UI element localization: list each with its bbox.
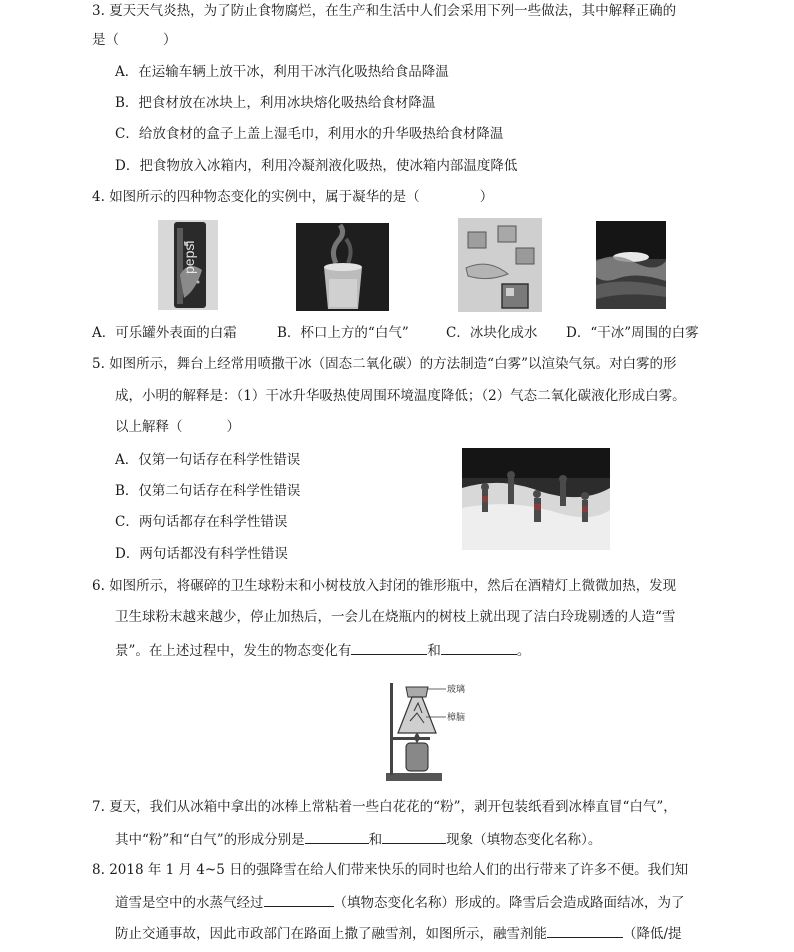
q8-number: 8. bbox=[92, 862, 105, 878]
q6-blank-2[interactable] bbox=[441, 640, 517, 655]
q3-number: 3. bbox=[92, 3, 105, 19]
q8-line3: 防止交通事故，因此市政部门在路面上撒了融雪剂，如图所示，融雪剂能 （降低/提 bbox=[115, 923, 682, 943]
q8-blank-1[interactable] bbox=[264, 892, 334, 907]
q8-line1: 8. 2018 年 1 月 4~5 日的强降雪在给人们带来快乐的同时也给人们的出行带来了许多不便。我们知 bbox=[92, 862, 689, 878]
label-twig: 樟脑 bbox=[447, 713, 466, 723]
q3-option-b: B．把食材放在冰块上，利用冰块熔化吸热给食材降温 bbox=[115, 95, 436, 111]
q6-line1: 6. 如图所示，将碾碎的卫生球粉末和小树枝放入封闭的锥形瓶中，然后在酒精灯上微微加热，发现 bbox=[92, 578, 677, 594]
q5-option-c: C．两句话都存在科学性错误 bbox=[115, 514, 288, 530]
q4-option-b: B．杯口上方的“白气” bbox=[277, 325, 409, 341]
q6-number: 6. bbox=[92, 578, 105, 594]
q8-blank-2[interactable] bbox=[547, 923, 623, 938]
can-logo-text: pepsi bbox=[181, 240, 197, 274]
q5-option-d: D．两句话都没有科学性错误 bbox=[115, 546, 288, 562]
q7-number: 7. bbox=[92, 799, 105, 815]
photo-dry-ice-fog bbox=[596, 221, 666, 309]
q8-line2: 道雪是空中的水蒸气经过 （填物态变化名称）形成的。降雪后会造成路面结冰，为了 bbox=[115, 892, 685, 912]
q3-line2: 是（ ） bbox=[92, 32, 177, 48]
diagram-flask-apparatus bbox=[366, 677, 476, 785]
photo-ice-melting bbox=[458, 218, 542, 312]
q4-number: 4. bbox=[92, 189, 105, 205]
q3-stem: 夏天天气炎热，为了防止食物腐烂，在生产和生活中人们会采用下列一些做法，其中解释正确的 bbox=[109, 3, 677, 19]
q5-option-a: A．仅第一句话存在科学性错误 bbox=[115, 452, 301, 468]
q4-stem-line: 4. 如图所示的四种物态变化的实例中，属于凝华的是（ ） bbox=[92, 189, 494, 205]
q6-line2: 卫生球粉末越来越少，停止加热后，一会儿在烧瓶内的树枝上就出现了洁白玲珑剔透的人造“雪 bbox=[115, 609, 676, 625]
q7-blank-2[interactable] bbox=[382, 829, 446, 844]
q3-line1 bbox=[92, 2, 676, 20]
q5-number: 5. bbox=[92, 356, 105, 372]
q4-option-c: C．冰块化成水 bbox=[446, 325, 538, 341]
q3-option-d: D．把食物放入冰箱内，利用冷凝剂液化吸热，使冰箱内部温度降低 bbox=[115, 158, 518, 174]
q3-option-c: C．给放食材的盒子上盖上湿毛巾，利用水的升华吸热给食材降温 bbox=[115, 126, 504, 142]
q4-option-a: A．可乐罐外表面的白霜 bbox=[92, 325, 237, 341]
q7-blank-1[interactable] bbox=[305, 829, 369, 844]
photo-stage-dancers bbox=[462, 448, 610, 550]
q6-blank-1[interactable] bbox=[351, 640, 427, 655]
photo-cola-can bbox=[158, 220, 218, 310]
q5-line3: 以上解释（ ） bbox=[115, 419, 240, 435]
q5-line1: 5. 如图所示，舞台上经常用喷撒干冰（固态二氧化碳）的方法制造“白雾”以渲染气氛。对白雾的形 bbox=[92, 356, 677, 372]
label-glass: 玻璃 bbox=[447, 685, 466, 695]
q7-line2: 其中“粉”和“白气”的形成分别是 和 现象（填物态变化名称）。 bbox=[115, 829, 601, 849]
q7-line1: 7. 夏天，我们从冰箱中拿出的冰棒上常粘着一些白花花的“粉”，剥开包装纸看到冰棒直冒“白气”， bbox=[92, 799, 677, 815]
q5-option-b: B．仅第二句话存在科学性错误 bbox=[115, 483, 301, 499]
q6-line3: 景”。在上述过程中，发生的物态变化有 和 。 bbox=[115, 640, 530, 660]
photo-cup-steam bbox=[296, 223, 389, 311]
q4-option-d: D．“干冰”周围的白雾 bbox=[566, 325, 699, 341]
q5-line2: 成，小明的解释是：（1）干冰升华吸热使周围环境温度降低；（2）气态二氧化碳液化形成白雾。 bbox=[115, 388, 686, 404]
q3-option-a: A．在运输车辆上放干冰，利用干冰汽化吸热给食品降温 bbox=[115, 64, 449, 80]
